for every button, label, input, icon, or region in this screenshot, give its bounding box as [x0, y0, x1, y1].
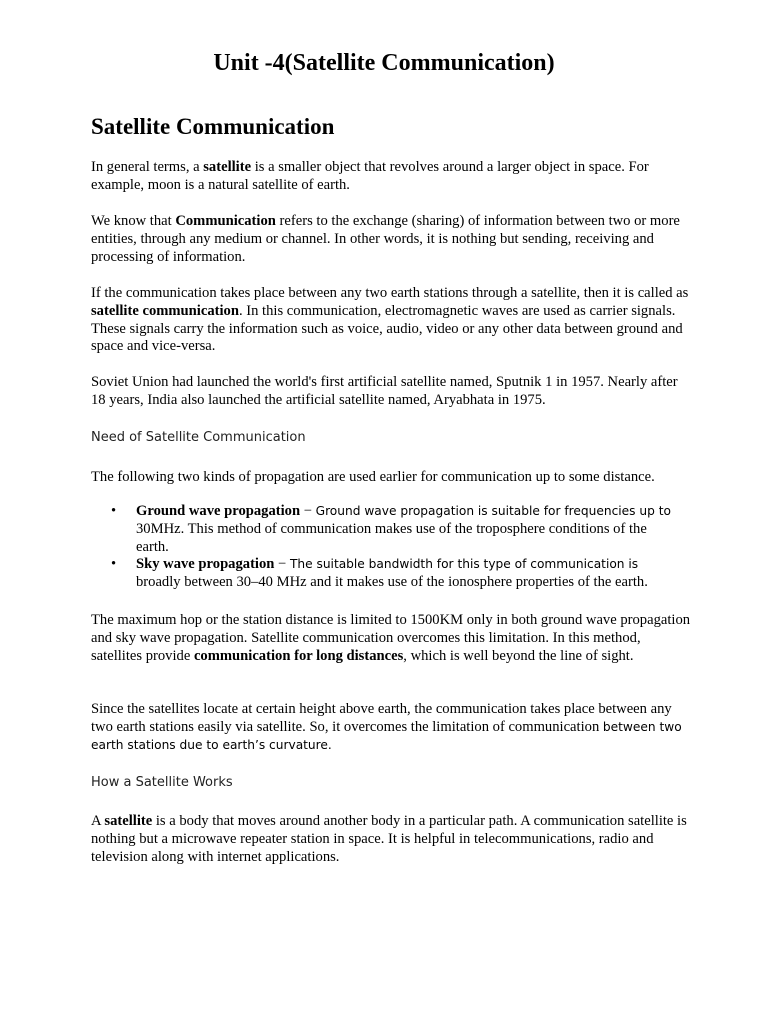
p1-text-c: is a smaller object that revolves around a larger object in space. For example, moon is a natural satellite of earth. — [91, 159, 649, 193]
ground-wave-sep: − — [300, 503, 316, 519]
p8-text-c: is a body that moves around another body in a particular path. A communication satellite is nothing but a microwave repeater station in space. It is helpful in telecommunications, radio and television along with internet applications. — [91, 813, 687, 865]
p7-sans-text: between two earth stations due to earth’s curvature. — [91, 719, 682, 752]
sky-wave-term: Sky wave propagation — [136, 556, 275, 573]
p6-bold: communication for long distances — [193, 647, 404, 664]
p7-text-a: Since the satellites locate at certain height above earth, the communication takes place between any two earth stations easily via satellite. So, it overcomes the limitation of communication — [91, 701, 672, 735]
p3-text-c: . In this communication, electromagnetic waves are used as carrier signals. These signals carry the information such as voice, audio, video or any other data between ground and space and vice-versa. — [91, 302, 683, 355]
paragraph-communication-definition — [91, 213, 691, 266]
sky-wave-rest: broadly between 30–40 MHz and it makes use of the ionosphere properties of the earth. — [136, 574, 648, 591]
p2-text-c: refers to the exchange (sharing) of information between two or more entities, through any medium or channel. In other words, it is nothing but sending, receiving and processing of information. — [91, 213, 680, 265]
p1-text-a: In general terms, a — [91, 159, 204, 175]
p8-bold: satellite — [104, 813, 153, 829]
ground-wave-term: Ground wave propagation — [136, 503, 301, 519]
paragraph-how-works — [91, 813, 691, 866]
sky-wave-sans-text: The suitable bandwidth for this type of communication is — [289, 557, 639, 572]
p3-text-a: If the communication takes place between any two earth stations through a satellite, then it is called as — [91, 285, 689, 301]
list-item-ground-wave — [91, 503, 681, 556]
ground-wave-rest: 30MHz. This method of communication makes use of the troposphere conditions of the earth. — [136, 520, 647, 555]
paragraph-hop-distance — [91, 612, 691, 665]
subheading-need: Need of Satellite Communication — [91, 430, 306, 445]
paragraph-curvature — [91, 701, 691, 754]
p2-text-a: We know that — [91, 213, 176, 229]
paragraph-propagation-intro: The following two kinds of propagation are used earlier for communication up to some distance. — [91, 469, 655, 485]
p8-text-a: A — [91, 813, 105, 829]
p6-text-c: , which is well beyond the line of sight. — [403, 647, 634, 664]
document-title: Unit -4(Satellite Communication) — [213, 50, 555, 76]
list-item-sky-wave — [91, 556, 681, 592]
bullet-icon: • — [111, 556, 117, 573]
p3-bold: satellite communication — [91, 302, 239, 319]
bullet-icon: • — [111, 503, 117, 519]
p6-text-a: The maximum hop or the station distance is limited to 1500KM only in both ground wave propagation and sky wave propagation. Satellite communication overcomes this limitation. In this method, satellites provide — [91, 612, 691, 664]
p1-bold: satellite — [203, 159, 252, 175]
sky-wave-sep: − — [274, 556, 290, 573]
ground-wave-sans-text: Ground wave propagation is suitable for frequencies up to — [315, 504, 671, 518]
propagation-list — [91, 503, 681, 592]
subheading-how-works: How a Satellite Works — [91, 775, 233, 790]
paragraph-satellite-definition — [91, 159, 691, 195]
paragraph-history: Soviet Union had launched the world's first artificial satellite named, Sputnik 1 in 1957. Nearly after 18 years, India also launched the artificial satellite named, Aryabhata in 1975. — [91, 374, 678, 408]
p2-bold: Communication — [175, 213, 276, 229]
paragraph-satellite-communication — [91, 285, 691, 356]
section-heading: Satellite Communication — [91, 114, 335, 139]
